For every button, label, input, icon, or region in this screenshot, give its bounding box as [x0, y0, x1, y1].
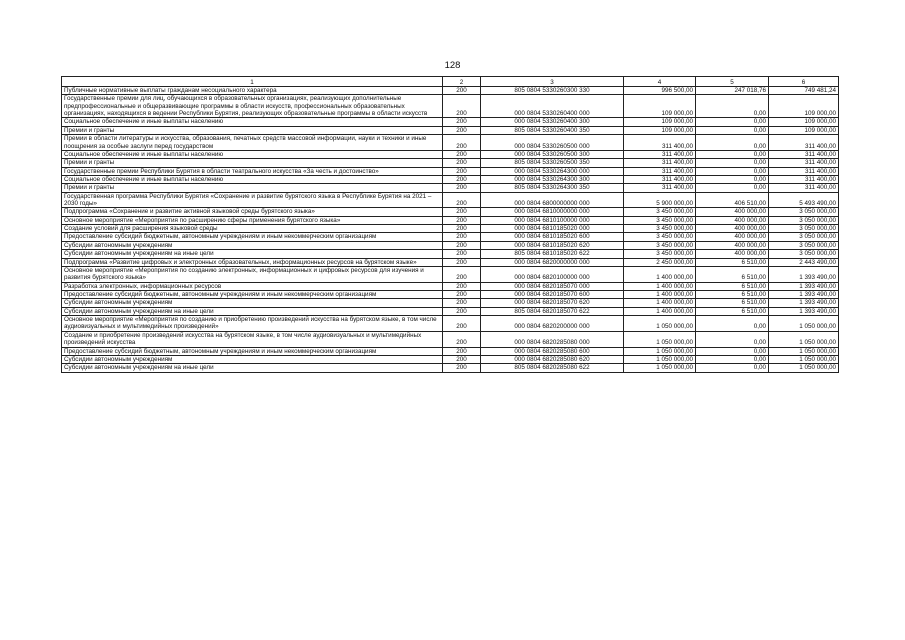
row-value-4-cell: 3 450 000,00 — [624, 225, 696, 233]
row-value-5-cell: 400 000,00 — [696, 216, 769, 224]
row-value-5-cell: 406 510,00 — [696, 192, 769, 208]
row-value-5-cell: 0,00 — [696, 331, 769, 347]
row-col2-cell: 200 — [443, 208, 481, 216]
row-col2-cell: 200 — [443, 95, 481, 118]
row-value-5-cell: 0,00 — [696, 355, 769, 363]
header-col-2: 2 — [443, 77, 481, 87]
row-value-5-cell: 0,00 — [696, 135, 769, 151]
row-value-6-cell: 1 393 490,00 — [769, 290, 839, 298]
row-col2-cell: 200 — [443, 135, 481, 151]
row-code-cell: 000 0804 6810185020 600 — [481, 233, 624, 241]
row-value-5-cell: 0,00 — [696, 159, 769, 167]
table-row — [62, 233, 839, 241]
row-value-5-cell: 400 000,00 — [696, 233, 769, 241]
table-row — [62, 126, 839, 134]
row-value-5-cell: 6 510,00 — [696, 290, 769, 298]
table-row — [62, 87, 839, 95]
row-value-4-cell: 2 450 000,00 — [624, 258, 696, 266]
table-row — [62, 250, 839, 258]
row-value-6-cell: 5 493 490,00 — [769, 192, 839, 208]
row-value-4-cell: 1 050 000,00 — [624, 331, 696, 347]
row-value-5-cell: 0,00 — [696, 316, 769, 332]
row-value-4-cell: 3 450 000,00 — [624, 233, 696, 241]
row-value-5-cell: 400 000,00 — [696, 208, 769, 216]
row-value-4-cell: 109 000,00 — [624, 126, 696, 134]
row-code-cell: 805 0804 6820285080 622 — [481, 364, 624, 372]
row-name-cell: Государственные премии Республики Бурятия в области театрального искусства «За честь и достоинство» — [62, 167, 443, 175]
row-name-cell: Разработка электронных, информационных ресурсов — [62, 282, 443, 290]
row-value-4-cell: 1 400 000,00 — [624, 299, 696, 307]
row-value-6-cell: 3 050 000,00 — [769, 225, 839, 233]
row-col2-cell: 200 — [443, 184, 481, 192]
row-value-6-cell: 109 000,00 — [769, 95, 839, 118]
row-name-cell: Основное мероприятие «Мероприятия по созданию электронных, информационных и цифровых ресурсов для изучения и развития бурятского языка» — [62, 266, 443, 282]
row-code-cell: 000 0804 6820185070 000 — [481, 282, 624, 290]
row-value-6-cell: 3 050 000,00 — [769, 241, 839, 249]
row-code-cell: 805 0804 6820185070 622 — [481, 307, 624, 315]
table-body — [62, 87, 839, 373]
row-name-cell: Создание и приобретение произведений искусства на бурятском языке, в том числе аудиовизуальных и мультимедийных произведений искусства — [62, 331, 443, 347]
row-col2-cell: 200 — [443, 225, 481, 233]
row-code-cell: 000 0804 6820185070 620 — [481, 299, 624, 307]
row-col2-cell: 200 — [443, 316, 481, 332]
row-value-5-cell: 247 018,76 — [696, 87, 769, 95]
row-value-4-cell: 311 400,00 — [624, 135, 696, 151]
table-row — [62, 331, 839, 347]
row-col2-cell: 200 — [443, 216, 481, 224]
row-col2-cell: 200 — [443, 233, 481, 241]
row-name-cell: Создание условий для расширения языковой среды — [62, 225, 443, 233]
row-value-6-cell: 749 481,24 — [769, 87, 839, 95]
table-row — [62, 299, 839, 307]
row-name-cell: Премии и гранты — [62, 184, 443, 192]
row-name-cell: Основное мероприятие «Мероприятия по расширению сферы применения бурятского языка» — [62, 216, 443, 224]
row-value-4-cell: 311 400,00 — [624, 167, 696, 175]
row-value-5-cell: 6 510,00 — [696, 266, 769, 282]
row-code-cell: 805 0804 5330264300 350 — [481, 184, 624, 192]
table-row — [62, 241, 839, 249]
row-code-cell: 000 0804 6810185020 000 — [481, 225, 624, 233]
table-row — [62, 159, 839, 167]
row-value-5-cell: 0,00 — [696, 95, 769, 118]
table-row — [62, 192, 839, 208]
table-row — [62, 216, 839, 224]
row-value-6-cell: 1 050 000,00 — [769, 347, 839, 355]
row-value-5-cell: 400 000,00 — [696, 241, 769, 249]
table-row — [62, 118, 839, 126]
row-code-cell: 805 0804 6810185020 622 — [481, 250, 624, 258]
row-value-5-cell: 400 000,00 — [696, 250, 769, 258]
row-col2-cell: 200 — [443, 150, 481, 158]
row-value-4-cell: 1 050 000,00 — [624, 316, 696, 332]
row-col2-cell: 200 — [443, 167, 481, 175]
row-name-cell: Основное мероприятие «Мероприятия по созданию и приобретению произведений искусства на бурятском языке, в том числе аудиовизуальных и мультимедийных произведений» — [62, 316, 443, 332]
row-name-cell: Субсидии автономным учреждениям на иные цели — [62, 364, 443, 372]
row-col2-cell: 200 — [443, 258, 481, 266]
row-name-cell: Подпрограмма «Сохранение и развитие активной языковой среды бурятского языка» — [62, 208, 443, 216]
row-name-cell: Подпрограмма «Развитие цифровых и электронных образовательных, информационных ресурсов на бурятском языке» — [62, 258, 443, 266]
table-row — [62, 364, 839, 372]
row-value-4-cell: 311 400,00 — [624, 150, 696, 158]
row-name-cell: Предоставление субсидий бюджетным, автономным учреждениям и иным некоммерческим организациям — [62, 233, 443, 241]
row-value-5-cell: 400 000,00 — [696, 225, 769, 233]
row-value-6-cell: 109 000,00 — [769, 118, 839, 126]
table-row — [62, 184, 839, 192]
row-value-6-cell: 311 400,00 — [769, 159, 839, 167]
row-value-6-cell: 1 393 490,00 — [769, 266, 839, 282]
row-value-5-cell: 0,00 — [696, 167, 769, 175]
row-col2-cell: 200 — [443, 192, 481, 208]
row-name-cell: Предоставление субсидий бюджетным, автономным учреждениям и иным некоммерческим организациям — [62, 290, 443, 298]
row-col2-cell: 200 — [443, 175, 481, 183]
row-value-6-cell: 1 050 000,00 — [769, 331, 839, 347]
row-col2-cell: 200 — [443, 266, 481, 282]
row-col2-cell: 200 — [443, 290, 481, 298]
row-name-cell: Социальное обеспечение и иные выплаты населению — [62, 150, 443, 158]
row-code-cell: 805 0804 5330260500 350 — [481, 159, 624, 167]
row-name-cell: Субсидии автономным учреждениям — [62, 355, 443, 363]
row-name-cell: Субсидии автономным учреждениям — [62, 241, 443, 249]
row-value-5-cell: 0,00 — [696, 184, 769, 192]
header-col-1: 1 — [62, 77, 443, 87]
row-col2-cell: 200 — [443, 299, 481, 307]
row-code-cell: 000 0804 5330260400 300 — [481, 118, 624, 126]
row-value-4-cell: 1 050 000,00 — [624, 364, 696, 372]
table-row — [62, 290, 839, 298]
row-value-6-cell: 311 400,00 — [769, 184, 839, 192]
row-value-4-cell: 1 050 000,00 — [624, 355, 696, 363]
row-value-6-cell: 3 050 000,00 — [769, 216, 839, 224]
row-name-cell: Субсидии автономным учреждениям — [62, 299, 443, 307]
row-col2-cell: 200 — [443, 364, 481, 372]
row-col2-cell: 200 — [443, 307, 481, 315]
row-code-cell: 000 0804 6810185020 620 — [481, 241, 624, 249]
row-value-4-cell: 1 400 000,00 — [624, 282, 696, 290]
row-value-4-cell: 5 900 000,00 — [624, 192, 696, 208]
row-value-6-cell: 1 050 000,00 — [769, 355, 839, 363]
row-value-6-cell: 1 050 000,00 — [769, 364, 839, 372]
table-row — [62, 307, 839, 315]
row-code-cell: 000 0804 6820100000 000 — [481, 266, 624, 282]
header-col-3: 3 — [481, 77, 624, 87]
header-col-4: 4 — [624, 77, 696, 87]
row-value-6-cell: 1 393 490,00 — [769, 282, 839, 290]
row-code-cell: 000 0804 6820285080 600 — [481, 347, 624, 355]
row-name-cell: Социальное обеспечение и иные выплаты населению — [62, 175, 443, 183]
row-name-cell: Социальное обеспечение и иные выплаты населению — [62, 118, 443, 126]
row-value-4-cell: 3 450 000,00 — [624, 250, 696, 258]
table-row — [62, 316, 839, 332]
row-name-cell: Государственная программа Республики Бурятия «Сохранение и развитие бурятского языка в Республике Бурятия на 2021 – 2030 годы» — [62, 192, 443, 208]
row-code-cell: 000 0804 6810000000 000 — [481, 208, 624, 216]
row-value-4-cell: 3 450 000,00 — [624, 241, 696, 249]
row-value-5-cell: 0,00 — [696, 175, 769, 183]
row-code-cell: 000 0804 6820285080 000 — [481, 331, 624, 347]
row-code-cell: 000 0804 5330264300 300 — [481, 175, 624, 183]
row-value-5-cell: 6 510,00 — [696, 258, 769, 266]
row-value-6-cell: 311 400,00 — [769, 135, 839, 151]
row-col2-cell: 200 — [443, 331, 481, 347]
table-row — [62, 282, 839, 290]
row-name-cell: Премии и гранты — [62, 159, 443, 167]
row-value-4-cell: 109 000,00 — [624, 95, 696, 118]
row-code-cell: 000 0804 6820185070 600 — [481, 290, 624, 298]
budget-table — [61, 76, 839, 373]
row-col2-cell: 200 — [443, 355, 481, 363]
row-name-cell: Субсидии автономным учреждениям на иные цели — [62, 250, 443, 258]
header-col-6: 6 — [769, 77, 839, 87]
row-name-cell: Субсидии автономным учреждениям на иные цели — [62, 307, 443, 315]
header-row — [62, 77, 839, 87]
row-value-6-cell: 2 443 490,00 — [769, 258, 839, 266]
row-value-5-cell: 6 510,00 — [696, 282, 769, 290]
row-value-6-cell: 1 050 000,00 — [769, 316, 839, 332]
row-name-cell: Публичные нормативные выплаты гражданам несоциального характера — [62, 87, 443, 95]
row-name-cell: Предоставление субсидий бюджетным, автономным учреждениям и иным некоммерческим организациям — [62, 347, 443, 355]
row-col2-cell: 200 — [443, 250, 481, 258]
row-value-5-cell: 6 510,00 — [696, 299, 769, 307]
row-value-6-cell: 1 393 490,00 — [769, 299, 839, 307]
table-row — [62, 95, 839, 118]
row-value-6-cell: 311 400,00 — [769, 150, 839, 158]
row-value-4-cell: 311 400,00 — [624, 184, 696, 192]
row-code-cell: 805 0804 5330260400 350 — [481, 126, 624, 134]
table-row — [62, 150, 839, 158]
row-col2-cell: 200 — [443, 282, 481, 290]
row-value-4-cell: 1 400 000,00 — [624, 266, 696, 282]
row-name-cell: Премии и гранты — [62, 126, 443, 134]
row-code-cell: 000 0804 5330260500 300 — [481, 150, 624, 158]
table-row — [62, 167, 839, 175]
row-code-cell: 000 0804 5330260500 000 — [481, 135, 624, 151]
row-value-6-cell: 109 000,00 — [769, 126, 839, 134]
row-value-6-cell: 1 393 490,00 — [769, 307, 839, 315]
row-value-5-cell: 6 510,00 — [696, 307, 769, 315]
row-value-5-cell: 0,00 — [696, 118, 769, 126]
row-code-cell: 805 0804 5330260300 330 — [481, 87, 624, 95]
row-code-cell: 000 0804 5330260400 000 — [481, 95, 624, 118]
table-header — [62, 77, 839, 87]
row-value-5-cell: 0,00 — [696, 347, 769, 355]
row-value-6-cell: 3 050 000,00 — [769, 250, 839, 258]
row-col2-cell: 200 — [443, 347, 481, 355]
row-code-cell: 000 0804 6810100000 000 — [481, 216, 624, 224]
row-code-cell: 000 0804 6820200000 000 — [481, 316, 624, 332]
row-value-4-cell: 109 000,00 — [624, 118, 696, 126]
row-value-6-cell: 311 400,00 — [769, 167, 839, 175]
row-col2-cell: 200 — [443, 118, 481, 126]
table-row — [62, 355, 839, 363]
row-value-4-cell: 996 500,00 — [624, 87, 696, 95]
row-col2-cell: 200 — [443, 241, 481, 249]
row-value-4-cell: 3 450 000,00 — [624, 208, 696, 216]
row-value-4-cell: 311 400,00 — [624, 159, 696, 167]
row-value-6-cell: 311 400,00 — [769, 175, 839, 183]
row-value-6-cell: 3 050 000,00 — [769, 233, 839, 241]
table-row — [62, 347, 839, 355]
row-value-5-cell: 0,00 — [696, 150, 769, 158]
row-value-4-cell: 1 400 000,00 — [624, 290, 696, 298]
row-name-cell: Государственные премии для лиц, обучающихся в образовательных организациях, реализующих дополнительные предпрофессиональные и общеразвивающие программы в области искусств, профессиональных образовательных организациях, находящихся в ведении Республики Бурятия, реализующих образовательные программы в области искусств — [62, 95, 443, 118]
row-value-4-cell: 3 450 000,00 — [624, 216, 696, 224]
header-col-5: 5 — [696, 77, 769, 87]
row-value-6-cell: 3 050 000,00 — [769, 208, 839, 216]
row-value-5-cell: 0,00 — [696, 364, 769, 372]
row-value-4-cell: 1 050 000,00 — [624, 347, 696, 355]
row-col2-cell: 200 — [443, 87, 481, 95]
page-number: 128 — [444, 60, 461, 71]
row-value-4-cell: 1 400 000,00 — [624, 307, 696, 315]
row-col2-cell: 200 — [443, 126, 481, 134]
row-code-cell: 000 0804 6820285080 620 — [481, 355, 624, 363]
table-row — [62, 208, 839, 216]
table-row — [62, 258, 839, 266]
row-code-cell: 000 0804 5330264300 000 — [481, 167, 624, 175]
row-value-5-cell: 0,00 — [696, 126, 769, 134]
row-name-cell: Премии в области литературы и искусства, образования, печатных средств массовой информации, науки и техники и иные поощрения за особые заслуги перед государством — [62, 135, 443, 151]
row-code-cell: 000 0804 6820000000 000 — [481, 258, 624, 266]
table-row — [62, 135, 839, 151]
row-value-4-cell: 311 400,00 — [624, 175, 696, 183]
row-code-cell: 000 0804 6800000000 000 — [481, 192, 624, 208]
row-col2-cell: 200 — [443, 159, 481, 167]
table-row — [62, 225, 839, 233]
table-row — [62, 266, 839, 282]
table-row — [62, 175, 839, 183]
